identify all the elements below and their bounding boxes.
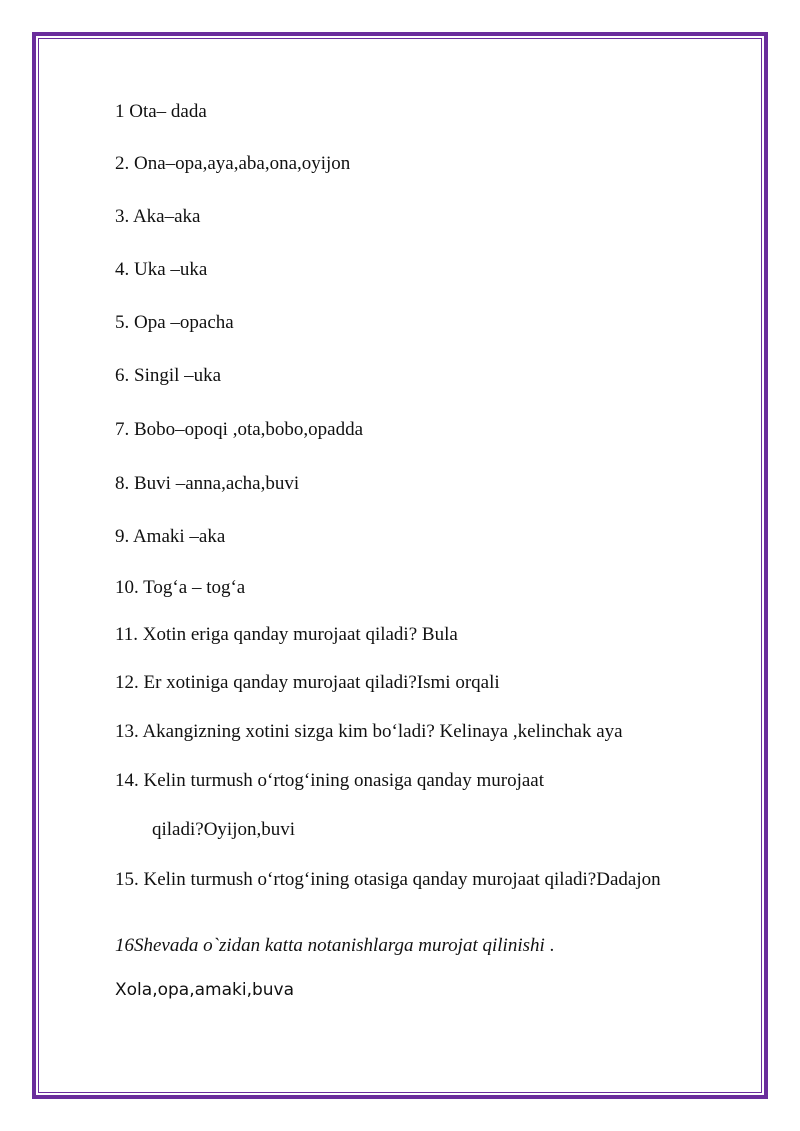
list-item-2: 2. Ona–opa,aya,aba,ona,oyijon [115, 153, 351, 174]
list-item-16-answer: Xola,opa,amaki,buva [115, 980, 295, 1000]
item16-question-text: 16Shevada o`zidan katta notanishlarga murojat qilinishi [115, 935, 545, 956]
list-item-13: 13. Akangizning xotini sizga kim bo‘ladi? Kelinaya ,kelinchak aya [115, 721, 623, 742]
list-item-3: 3. Aka–aka [115, 206, 201, 227]
list-item-4: 4. Uka –uka [115, 259, 208, 280]
list-item-12: 12. Er xotiniga qanday murojaat qiladi?Ismi orqali [115, 672, 500, 693]
list-item-16-question [115, 934, 554, 958]
list-item-15: 15. Kelin turmush o‘rtog‘ining otasiga qanday murojaat qiladi?Dadajon [115, 869, 661, 890]
list-item-14-continuation: qiladi?Oyijon,buvi [152, 819, 296, 840]
list-item-11: 11. Xotin eriga qanday murojaat qiladi? Bula [115, 624, 458, 645]
list-item-5: 5. Opa –opacha [115, 312, 234, 333]
list-item-14: 14. Kelin turmush o‘rtog‘ining onasiga qanday murojaat [115, 770, 544, 791]
list-item-1: 1 Ota– dada [115, 101, 207, 122]
item16-period: . [544, 935, 555, 956]
list-item-9: 9. Amaki –aka [115, 526, 226, 547]
list-item-8: 8. Buvi –anna,acha,buvi [115, 473, 300, 494]
list-item-7: 7. Bobo–opoqi ,ota,bobo,opadda [115, 419, 364, 440]
list-item-6: 6. Singil –uka [115, 365, 222, 386]
list-item-10: 10. Tog‘a – tog‘a [115, 577, 246, 598]
